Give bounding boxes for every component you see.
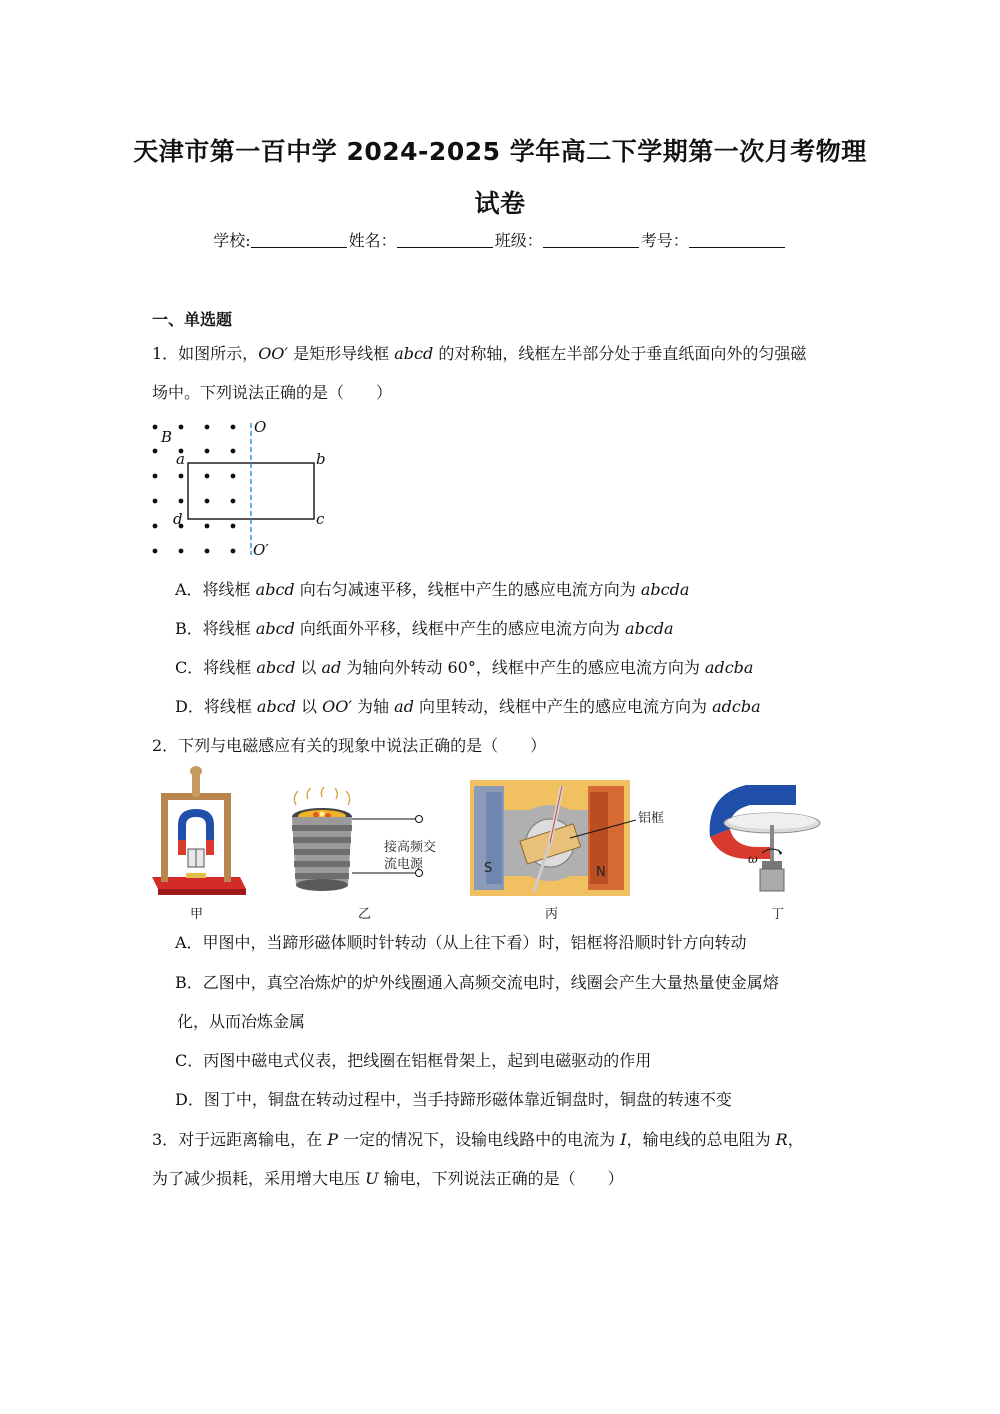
ding-omega: ω bbox=[748, 852, 758, 866]
bing-S: S bbox=[484, 861, 493, 876]
q2-option-d[interactable]: D．图丁中，铜盘在转动过程中，当手持蹄形磁体靠近铜盘时，铜盘的转速不变 bbox=[175, 1090, 732, 1109]
exam-title-line1: 天津市第一百中学 2024-2025 学年高二下学期第一次月考物理 bbox=[133, 137, 867, 166]
bing-N: N bbox=[596, 865, 606, 880]
q2-figure-jia bbox=[148, 765, 248, 900]
yi-label-line2: 流电源 bbox=[384, 857, 424, 872]
label-d: d bbox=[173, 510, 183, 528]
bing-label-frame: 铝框 bbox=[638, 811, 665, 826]
label-O-prime: O′ bbox=[253, 541, 269, 559]
q1-stem-line1: 1．如图所示，OO′ 是矩形导线框 abcd 的对称轴，线框左半部分处于垂直纸面向外的匀强磁 bbox=[152, 344, 807, 363]
student-info-line bbox=[0, 228, 1000, 251]
q2-option-a[interactable]: A．甲图中，当蹄形磁体顺时针转动（从上往下看）时，铝框将沿顺时针方向转动 bbox=[175, 933, 747, 952]
q2-option-c[interactable]: C．丙图中磁电式仪表，把线圈在铝框骨架上，起到电磁驱动的作用 bbox=[175, 1051, 652, 1070]
exam-no-blank[interactable] bbox=[689, 231, 785, 248]
q1-stem-line2: 场中。下列说法正确的是（ ） bbox=[152, 383, 393, 402]
q1-option-b[interactable]: B．将线框 abcd 向纸面外平移，线框中产生的感应电流方向为 abcda bbox=[175, 619, 674, 638]
caption-yi: 乙 bbox=[358, 907, 372, 922]
school-label: 学校: bbox=[213, 231, 251, 250]
q3-stem-line2: 为了减少损耗，采用增大电压 U 输电，下列说法正确的是（ ） bbox=[152, 1169, 624, 1188]
caption-jia: 甲 bbox=[190, 907, 204, 922]
q2-figure-bing bbox=[470, 780, 680, 898]
label-O: O bbox=[254, 418, 267, 436]
q1-option-d[interactable]: D．将线框 abcd 以 OO′ 为轴 ad 向里转动，线框中产生的感应电流方向为 adcba bbox=[175, 697, 761, 716]
name-label: 姓名： bbox=[348, 231, 397, 250]
class-blank[interactable] bbox=[543, 231, 639, 248]
label-b: b bbox=[316, 450, 326, 468]
name-blank[interactable] bbox=[397, 231, 493, 248]
q2-figure-ding bbox=[700, 775, 830, 900]
label-a: a bbox=[176, 450, 185, 468]
exam-no-label: 考号： bbox=[640, 231, 689, 250]
caption-bing: 丙 bbox=[545, 907, 559, 922]
label-B: B bbox=[161, 428, 173, 446]
q2-stem: 2．下列与电磁感应有关的现象中说法正确的是（ ） bbox=[152, 736, 547, 755]
q1-figure bbox=[140, 415, 340, 565]
q3-stem-line1: 3．对于远距离输电，在 P 一定的情况下，设输电线路中的电流为 I，输电线的总电阻为 R， bbox=[152, 1130, 804, 1149]
yi-label-line1: 接高频交 bbox=[384, 840, 437, 855]
school-blank[interactable] bbox=[251, 231, 347, 248]
exam-title-line2: 试卷 bbox=[474, 189, 526, 218]
q2-option-b-line1[interactable]: B．乙图中，真空冶炼炉的炉外线圈通入高频交流电时，线圈会产生大量热量使金属熔 bbox=[175, 973, 779, 992]
q2-option-b-line2[interactable]: 化，从而冶炼金属 bbox=[177, 1012, 306, 1031]
q1-option-a[interactable]: A．将线框 abcd 向右匀减速平移，线框中产生的感应电流方向为 abcda bbox=[175, 580, 690, 599]
q2-figure-yi bbox=[278, 785, 453, 900]
class-label: 班级： bbox=[494, 231, 543, 250]
q1-option-c[interactable]: C．将线框 abcd 以 ad 为轴向外转动 60°，线框中产生的感应电流方向为 adcba bbox=[175, 658, 754, 677]
label-c: c bbox=[316, 510, 325, 528]
caption-ding: 丁 bbox=[771, 907, 785, 922]
section-title: 一、单选题 bbox=[152, 310, 233, 329]
